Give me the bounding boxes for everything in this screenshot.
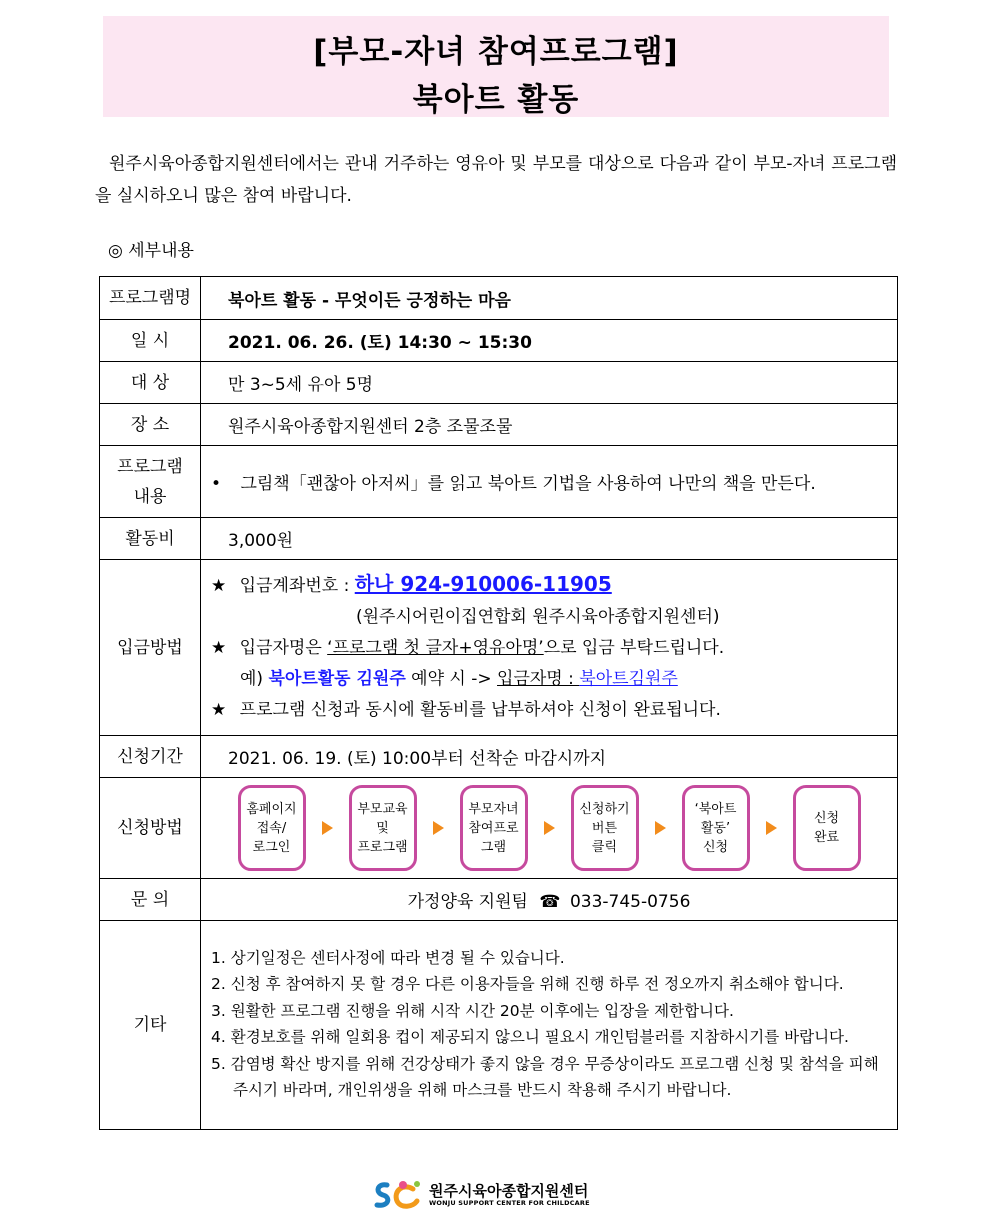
step-line: 신청 (702, 839, 729, 855)
bullet-icon: • (211, 474, 222, 494)
row-method (100, 778, 898, 879)
payment-notice-line (211, 695, 897, 726)
value-contact (201, 879, 898, 921)
arrow-right-icon (433, 821, 444, 835)
step-line: ‘북아트 (694, 801, 737, 817)
payment-notice: 프로그램 신청과 동시에 활동비를 납부하셔야 신청이 완료됩니다. (239, 700, 721, 720)
example-prefix: 예) (240, 669, 269, 689)
payment-example-line (211, 664, 897, 695)
row-fee (100, 518, 898, 560)
application-step (238, 785, 306, 871)
row-datetime (100, 320, 898, 362)
value-datetime: 2021. 06. 26. (토) 14:30 ~ 15:30 (201, 320, 898, 362)
row-etc (100, 921, 898, 1130)
step-line: 활동’ (700, 820, 731, 836)
example-depositor-label: 입금자명 : (497, 669, 580, 689)
label-content (100, 446, 201, 518)
arrow-right-icon (322, 821, 333, 835)
application-step (460, 785, 528, 871)
note-item: 4. 환경보호를 위해 일회용 컵이 제공되지 않으니 필요시 개인텀블러를 지참하시기를 바랍니다. (211, 1028, 849, 1046)
star-icon: ★ (211, 638, 227, 658)
step-text (246, 800, 296, 857)
label-payment: 입금방법 (100, 560, 201, 736)
value-period: 2021. 06. 19. (토) 10:00부터 선착순 마감시까지 (201, 736, 898, 778)
footer-org-name: 원주시육아종합지원센터 (429, 1182, 589, 1200)
contact-phone: 033-745-0756 (569, 892, 691, 912)
step-line: 홈페이지 (246, 801, 297, 817)
intro-paragraph: 원주시육아종합지원센터에서는 관내 거주하는 영유아 및 부모를 대상으로 다음과 같이 부모-자녀 프로그램을 실시하오니 많은 참여 바랍니다. (95, 154, 897, 206)
account-label: 입금계좌번호 : (239, 576, 355, 596)
arrow-right-icon (655, 821, 666, 835)
label-period: 신청기간 (100, 736, 201, 778)
depositor-format: ‘프로그램 첫 글자+영유아명’ (327, 638, 544, 658)
note-item: 2. 신청 후 참여하지 못 할 경우 다른 이용자들을 위해 진행 하루 전 정오까지 취소해야 합니다. (211, 975, 844, 993)
step-line: 클릭 (591, 839, 618, 855)
row-content (100, 446, 898, 518)
value-content (201, 446, 898, 518)
step-line: 참여프로 (468, 820, 519, 836)
application-step (349, 785, 417, 871)
note-item: 5. 감염병 확산 방지를 위해 건강상태가 좋지 않을 경우 무증상이라도 프로그램 신청 및 참석을 피해주시기 바라며, 개인위생을 위해 마스크를 반드시 착용해 주시기 바랍니다. (211, 1054, 879, 1099)
depositor-suffix: 으로 입금 부탁드립니다. (543, 638, 725, 658)
step-line: 그램 (480, 839, 507, 855)
label-method: 신청방법 (100, 778, 201, 879)
star-icon: ★ (211, 576, 227, 596)
page-title: [부모-자녀 참여프로그램] (313, 34, 679, 70)
step-line: 신청하기 (579, 801, 630, 817)
payment-depositor-line (211, 633, 897, 664)
label-target: 대 상 (100, 362, 201, 404)
value-payment (201, 560, 898, 736)
contact-team: 가정양육 지원팀 (407, 892, 528, 912)
label-datetime: 일 시 (100, 320, 201, 362)
row-target (100, 362, 898, 404)
content-text: 그림책「괜찮아 아저씨」를 읽고 북아트 기법을 사용하여 나만의 책을 만든다. (240, 474, 816, 494)
label-fee: 활동비 (100, 518, 201, 560)
step-line: 버튼 (591, 820, 618, 836)
step-text (814, 809, 839, 847)
notes-list (201, 937, 897, 1114)
section-title: ◎ 세부내용 (108, 241, 194, 261)
row-period (100, 736, 898, 778)
step-line: 및 (376, 820, 389, 836)
account-holder: (원주시어린이집연합회 원주시육아종합지원센터) (356, 607, 720, 627)
label-program-name: 프로그램명 (100, 277, 201, 320)
example-middle: 예약 시 -> (405, 669, 498, 689)
step-line: 완료 (813, 830, 840, 845)
example-program: 북아트활동 김원주 (268, 669, 406, 689)
step-line: 로그인 (252, 839, 291, 855)
row-program-name (100, 277, 898, 320)
label-content-line2: 내용 (133, 486, 167, 507)
step-line: 신청 (813, 811, 840, 826)
label-content-line1: 프로그램 (117, 456, 183, 477)
step-text (468, 800, 518, 857)
value-target: 만 3~5세 유아 5명 (201, 362, 898, 404)
step-text (579, 800, 629, 857)
title-banner (103, 16, 889, 117)
step-line: 접속/ (256, 820, 287, 836)
program-detail-table (99, 276, 898, 1130)
value-fee: 3,000원 (201, 518, 898, 560)
application-step (682, 785, 750, 871)
value-program-name: 북아트 활동 - 무엇이든 긍정하는 마음 (201, 277, 898, 320)
value-place: 원주시육아종합지원센터 2층 조물조물 (201, 404, 898, 446)
note-item: 3. 원활한 프로그램 진행을 위해 시작 시간 20분 이후에는 입장을 제한합니다. (211, 1001, 734, 1020)
label-contact: 문 의 (100, 879, 201, 921)
value-method (201, 778, 898, 879)
row-contact (100, 879, 898, 921)
note-item: 1. 상기일정은 센터사정에 따라 변경 될 수 있습니다. (211, 948, 565, 967)
depositor-prefix: 입금자명은 (239, 638, 328, 658)
application-step (571, 785, 639, 871)
label-etc: 기타 (100, 921, 201, 1130)
arrow-right-icon (544, 821, 555, 835)
step-text (695, 800, 737, 857)
application-steps (201, 779, 897, 877)
step-line: 프로그램 (357, 839, 408, 855)
account-number: 하나 924-910006-11905 (354, 572, 612, 596)
arrow-right-icon (766, 821, 777, 835)
star-icon: ★ (211, 700, 227, 720)
page-subtitle: 북아트 활동 (412, 82, 580, 118)
example-depositor: 북아트김원주 (579, 669, 678, 689)
footer-logo (373, 1179, 590, 1211)
step-line: 부모자녀 (468, 801, 519, 817)
footer-org-name-en: WONJU SUPPORT CENTER FOR CHILDCARE (429, 1199, 590, 1207)
step-text (357, 800, 407, 857)
step-line: 부모교육 (357, 801, 408, 817)
value-etc (201, 921, 898, 1130)
row-place (100, 404, 898, 446)
sc-logo-icon (373, 1179, 425, 1211)
application-step (793, 785, 861, 871)
label-place: 장 소 (100, 404, 201, 446)
payment-account-line (211, 569, 897, 602)
row-payment (100, 560, 898, 736)
phone-icon: ☎ (539, 892, 561, 912)
